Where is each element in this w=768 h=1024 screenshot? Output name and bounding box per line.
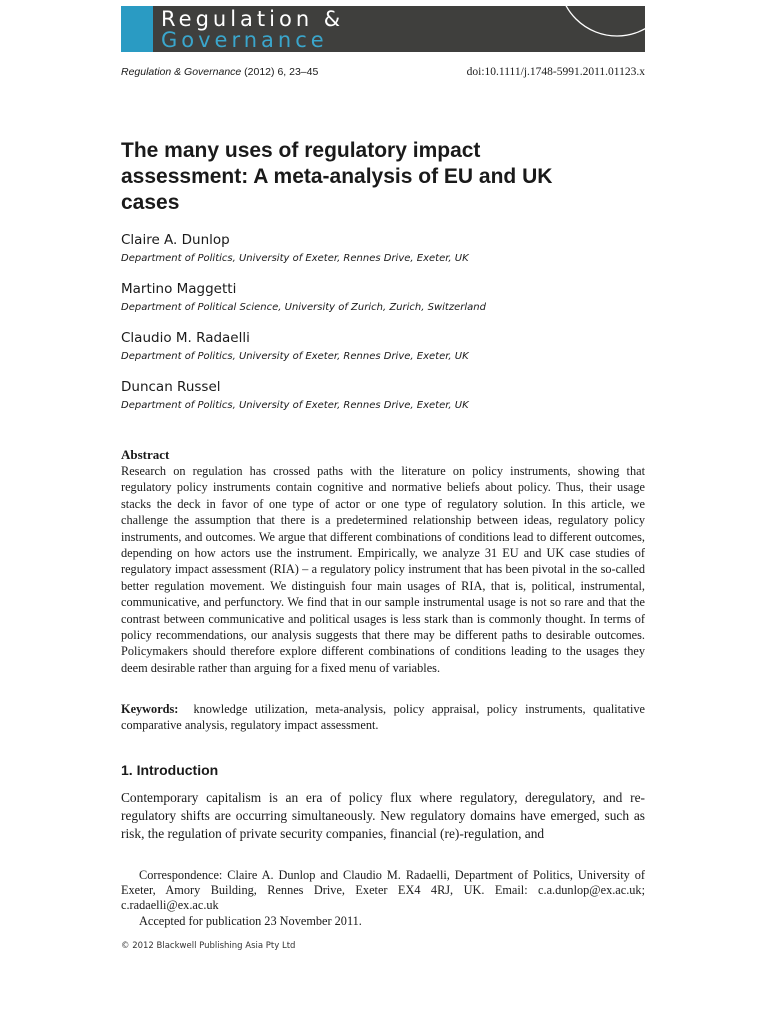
keywords [121, 701, 645, 734]
banner-title-line2: Governance [161, 28, 328, 52]
author-name: Claire A. Dunlop [121, 232, 230, 248]
doi: doi:10.1111/j.1748-5991.2011.01123.x [466, 66, 645, 78]
keywords-text: knowledge utilization, meta-analysis, policy appraisal, policy instruments, qualitative comparative analysis, regulatory impact assessment. [121, 702, 645, 733]
keywords-label: Keywords: [121, 702, 179, 716]
author-name: Claudio M. Radaelli [121, 330, 250, 346]
abstract-text: Research on regulation has crossed paths with the literature on policy instruments, showing that regulatory policy instruments contain cognitive and normative beliefs about policy. Thus, their usage stacks the deck in favor of one type of actor or one type of regulatory solution. In this article, we challenge the assumption that there is a predetermined relationship between ideas, regulatory policy instruments, and outcomes. We argue that different combinations of conditions lead to different outcomes, depending on how actors use the instrument. Empirically, we analyze 31 EU and UK case studies of regulatory impact assessment (RIA) – a regulatory policy instrument that has been pivotal in the so-called better regulation movement. We distinguish four main usages of RIA, that is, political, instrumental, communicative, and perfunctory. We find that in our sample instrumental usage is not so rare and that the contrast between communicative and political usages is less stark than is commonly thought. In terms of policy recommendations, our analysis suggests that there may be different paths to desirable outcomes. Policymakers should therefore explore different combinations of conditions leading to the usages they deem desirable rather than arguing for a fixed menu of variables. [121, 464, 645, 675]
paper-title: The many uses of regulatory impact assessment: A meta-analysis of EU and UK cases [121, 139, 553, 214]
citation-line [121, 66, 645, 82]
banner-title-line1: Regulation & [161, 7, 345, 31]
banner-arc-icon [535, 6, 645, 52]
author-affiliation: Department of Politics, University of Exeter, Rennes Drive, Exeter, UK [121, 253, 469, 264]
section-heading: 1. Introduction [121, 762, 219, 778]
journal-banner [121, 6, 645, 52]
copyright-notice: © 2012 Blackwell Publishing Asia Pty Ltd [121, 941, 296, 951]
author-affiliation: Department of Political Science, University of Zurich, Zurich, Switzerland [121, 302, 486, 313]
journal-citation [121, 66, 318, 78]
author-name: Martino Maggetti [121, 281, 237, 297]
author-affiliation: Department of Politics, University of Exeter, Rennes Drive, Exeter, UK [121, 351, 469, 362]
journal-name: Regulation & Governance [121, 66, 242, 78]
author-name: Duncan Russel [121, 379, 221, 395]
introduction-text: Contemporary capitalism is an era of policy flux where regulatory, deregulatory, and re-regulatory shifts are occurring simultaneously. New regulatory domains have emerged, such as risk, the regulation of private security companies, financial (re)-regulation, and [121, 790, 645, 841]
banner-accent-block [121, 6, 153, 52]
journal-volume: (2012) 6, 23–45 [244, 66, 319, 78]
author-affiliation: Department of Politics, University of Exeter, Rennes Drive, Exeter, UK [121, 400, 469, 411]
abstract-heading: Abstract [121, 447, 170, 462]
accepted-date: Accepted for publication 23 November 2011. [139, 914, 362, 928]
correspondence-note: Correspondence: Claire A. Dunlop and Claudio M. Radaelli, Department of Politics, University of Exeter, Amory Building, Rennes Drive, Exeter EX4 4RJ, UK. Email: c.a.dunlop@ex.ac.uk; c.radaelli@ex.ac.uk [121, 868, 645, 913]
